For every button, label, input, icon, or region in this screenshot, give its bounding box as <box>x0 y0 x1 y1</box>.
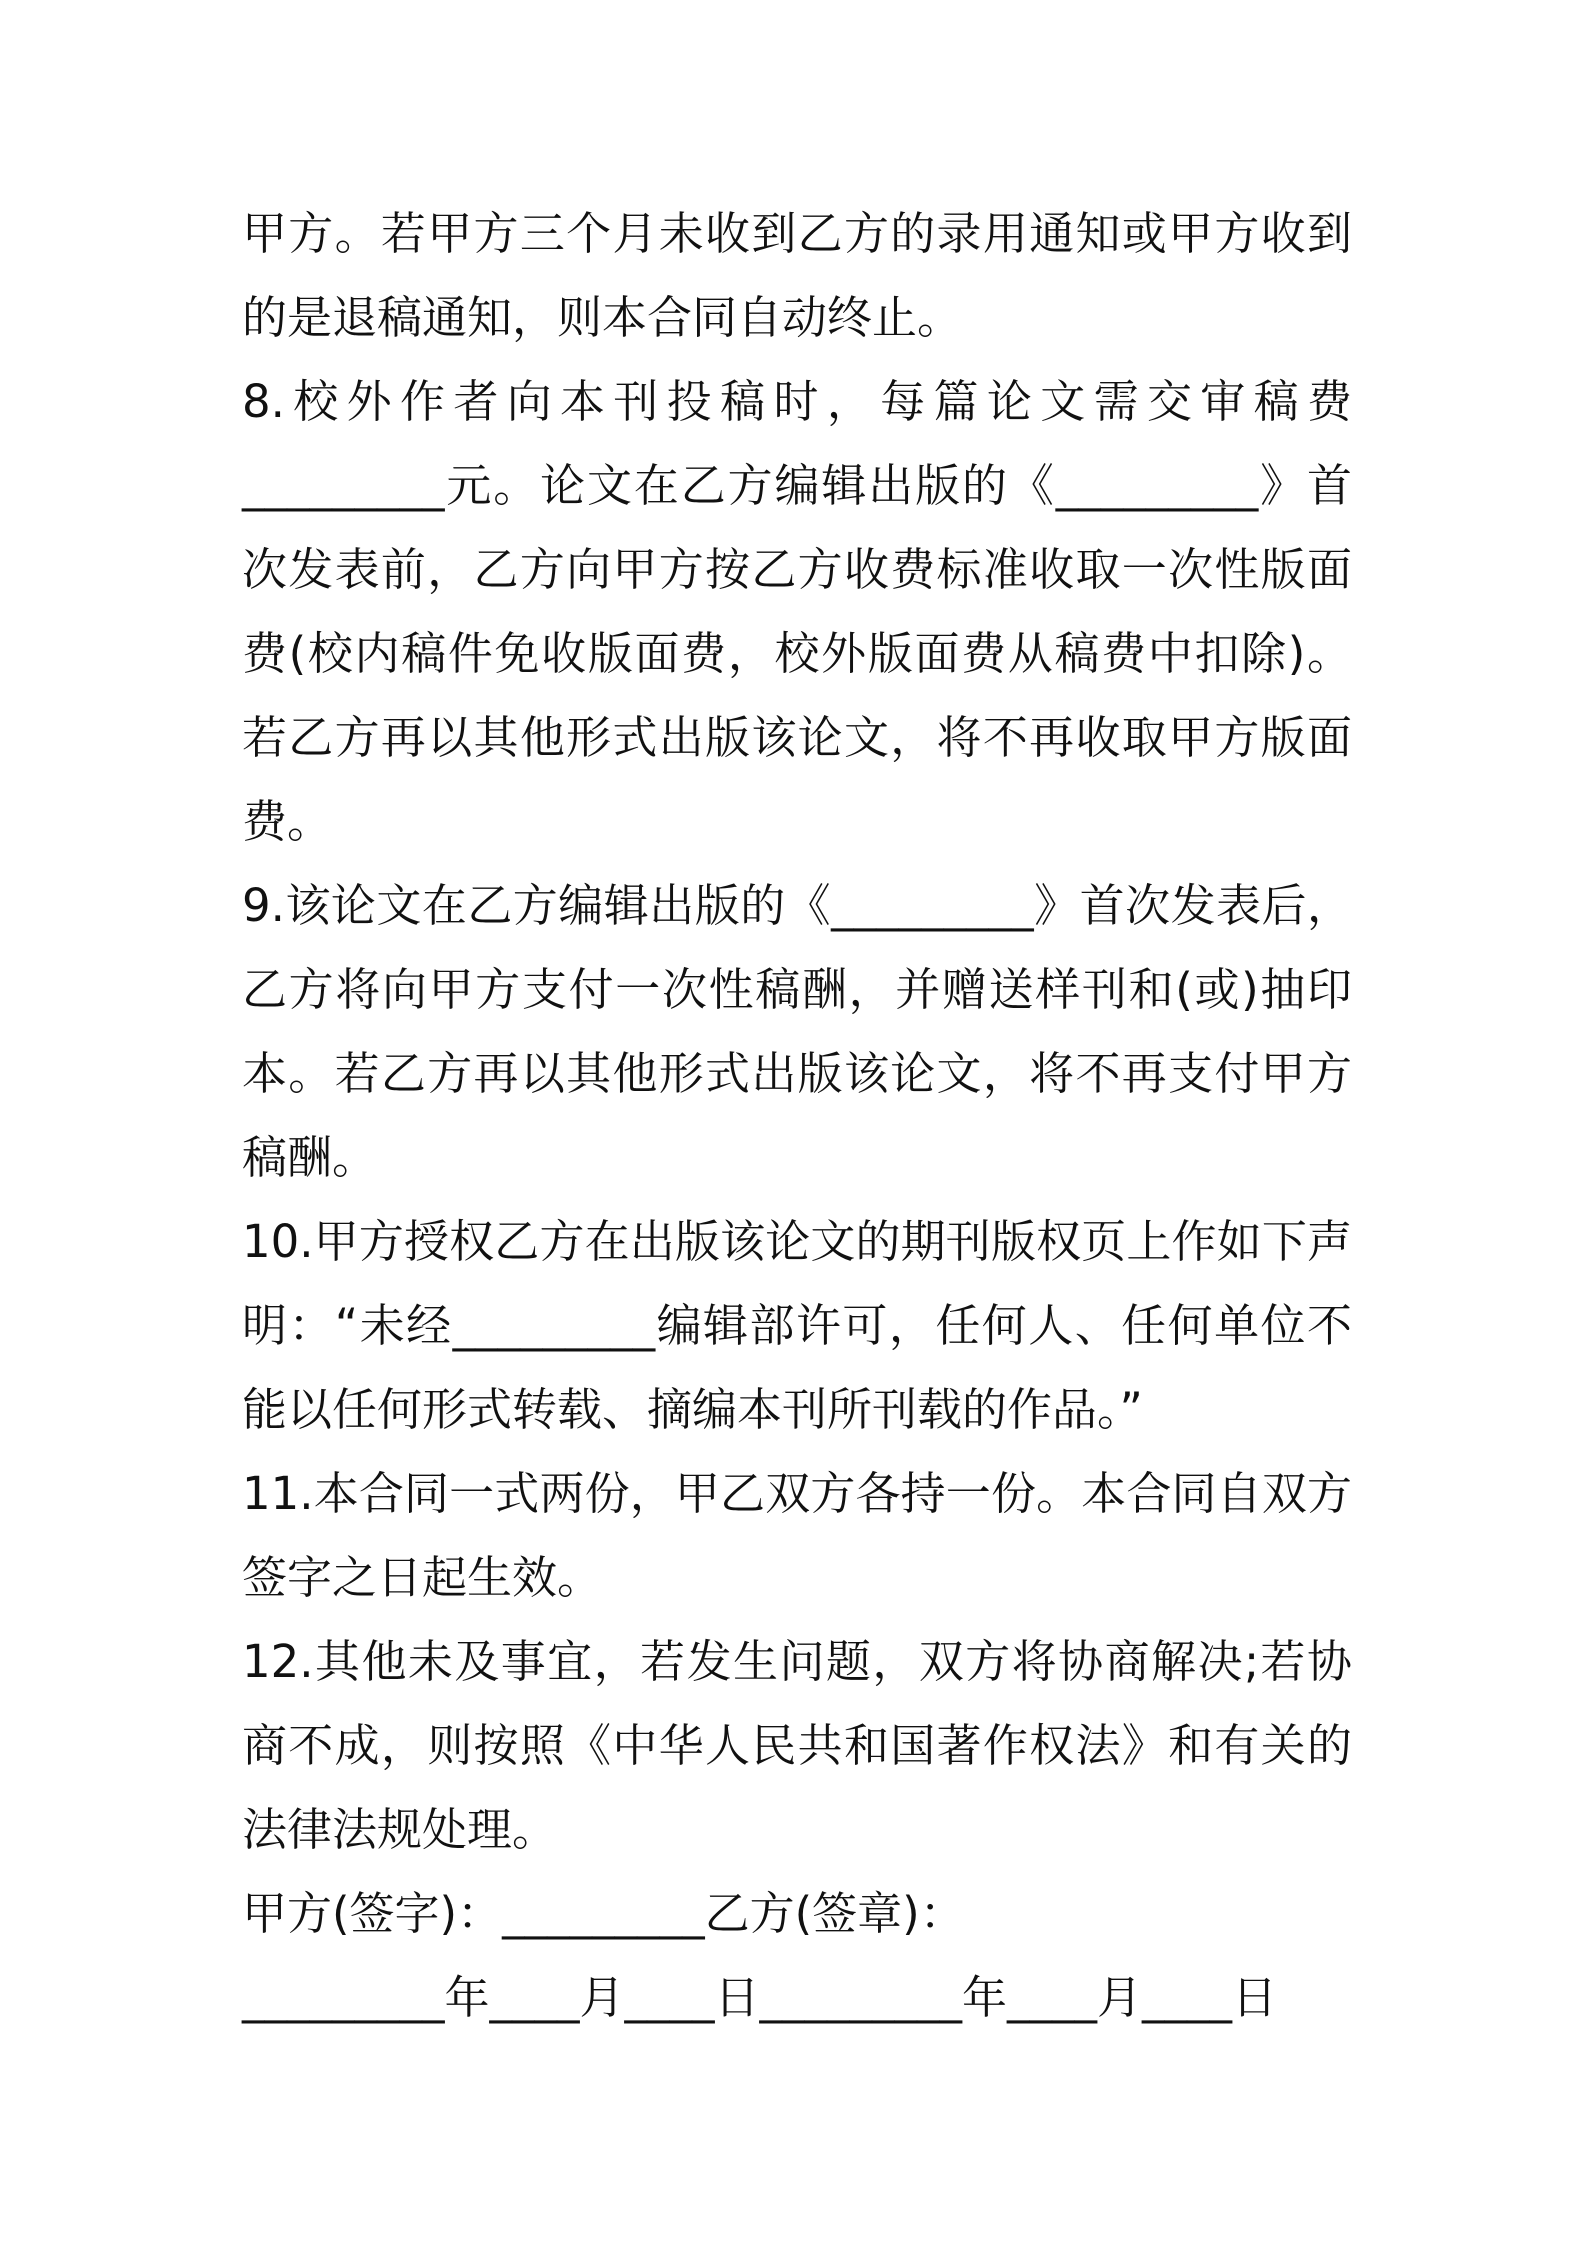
paragraph-clause-9: 9.该论文在乙方编辑出版的《_________》首次发表后，乙方将向甲方支付一次性稿酬，并赠送样刊和(或)抽印本。若乙方再以其他形式出版该论文，将不再支付甲方稿酬。 <box>242 879 1352 1184</box>
paragraph-clause-10: 10.甲方授权乙方在出版该论文的期刊版权页上作如下声明：“未经_________编辑部许可，任何人、任何单位不能以任何形式转载、摘编本刊所刊载的作品。” <box>242 1215 1352 1436</box>
paragraph-clause-8: 8.校外作者向本刊投稿时，每篇论文需交审稿费_________元。论文在乙方编辑出版的《_________》首次发表前，乙方向甲方按乙方收费标准收取一次性版面费(校内稿件免收版面费，校外版面费从稿费中扣除)。若乙方再以其他形式出版该论文，将不再收取甲方版面费。 <box>242 375 1352 848</box>
paragraph-clause-11: 11.本合同一式两份，甲乙双方各持一份。本合同自双方签字之日起生效。 <box>242 1467 1352 1604</box>
paragraph-termination: 甲方。若甲方三个月未收到乙方的录用通知或甲方收到的是退稿通知，则本合同自动终止。 <box>242 207 1352 344</box>
contract-body <box>242 192 1352 2040</box>
paragraph-clause-12: 12.其他未及事宜，若发生问题，双方将协商解决;若协商不成，则按照《中华人民共和国著作权法》和有关的法律法规处理。 <box>242 1635 1352 1856</box>
signature-line: 甲方(签字)：_________乙方(签章)： <box>242 1887 965 1940</box>
date-line: _________年____月____日_________年____月____日 <box>242 1971 1278 2024</box>
